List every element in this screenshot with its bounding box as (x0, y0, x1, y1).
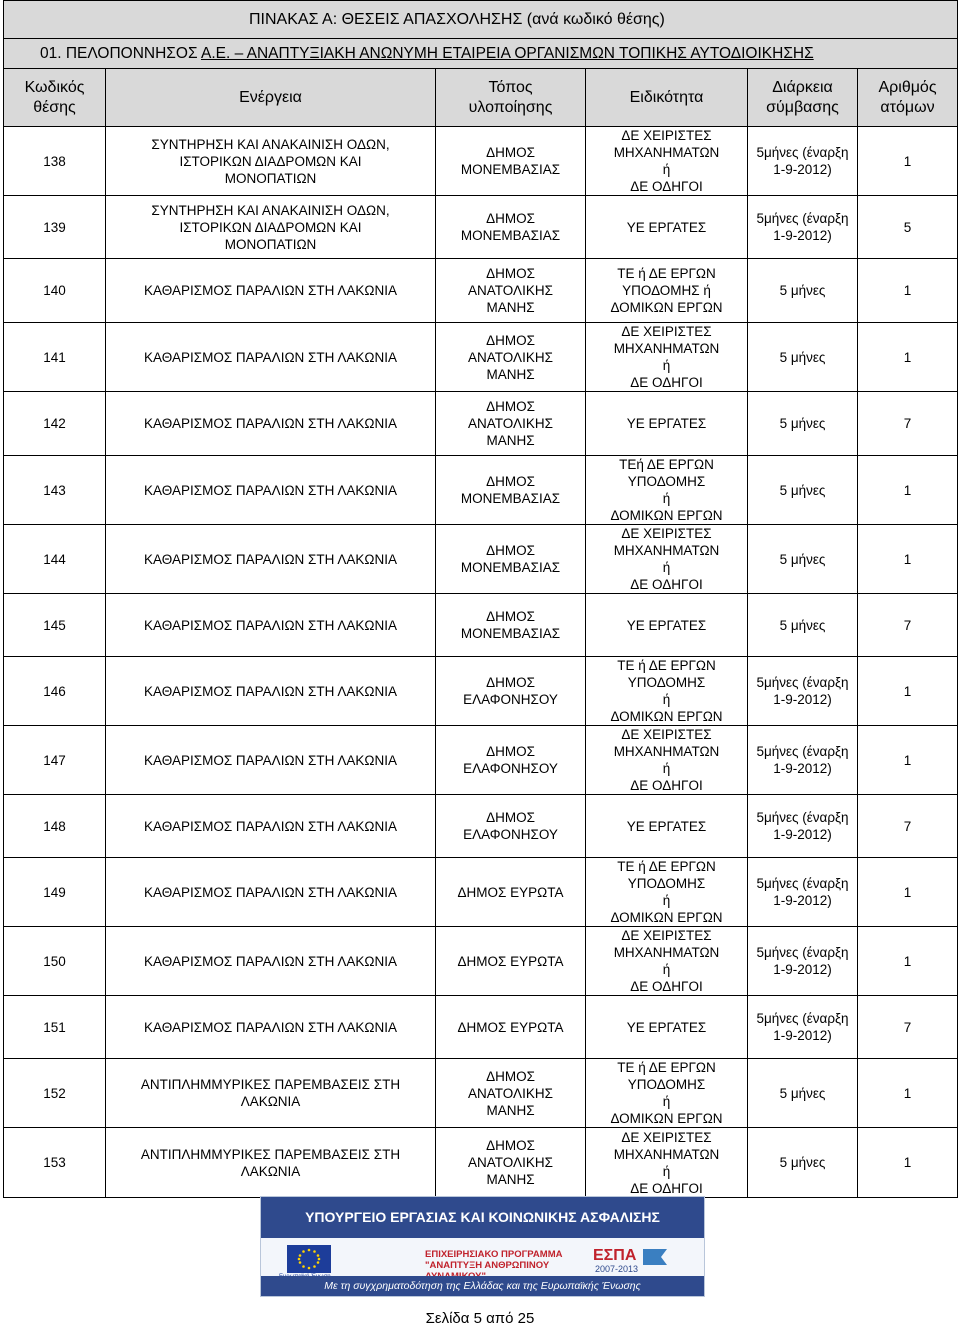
cell-count: 1 (858, 1128, 958, 1198)
table-row (4, 594, 958, 657)
cell-code: 142 (4, 392, 106, 456)
cell-place: ΔΗΜΟΣ ΕΛΑΦΟΝΗΣΟΥ (436, 726, 586, 795)
table-row (4, 1128, 958, 1198)
cell-specialty: ΤΕή ΔΕ ΕΡΓΩΝ ΥΠΟΔΟΜΗΣ ή ΔΟΜΙΚΩΝ ΕΡΓΩΝ (586, 456, 748, 525)
cell-specialty: ΤΕ ή ΔΕ ΕΡΓΩΝ ΥΠΟΔΟΜΗΣ ή ΔΟΜΙΚΩΝ ΕΡΓΩΝ (586, 259, 748, 323)
cell-code: 139 (4, 196, 106, 259)
cell-code: 148 (4, 795, 106, 858)
cell-code: 144 (4, 525, 106, 594)
cell-duration: 5 μήνες (748, 323, 858, 392)
cell-place: ΔΗΜΟΣ ΕΛΑΦΟΝΗΣΟΥ (436, 657, 586, 726)
cell-specialty: ΥΕ ΕΡΓΑΤΕΣ (586, 594, 748, 657)
cell-place: ΔΗΜΟΣ ΕΥΡΩΤΑ (436, 858, 586, 927)
cell-place: ΔΗΜΟΣ ΜΟΝΕΜΒΑΣΙΑΣ (436, 456, 586, 525)
cell-specialty: ΤΕ ή ΔΕ ΕΡΓΩΝ ΥΠΟΔΟΜΗΣ ή ΔΟΜΙΚΩΝ ΕΡΓΩΝ (586, 657, 748, 726)
cell-code: 138 (4, 127, 106, 196)
cell-code: 146 (4, 657, 106, 726)
organization-name (4, 39, 958, 69)
cell-place: ΔΗΜΟΣ ΜΟΝΕΜΒΑΣΙΑΣ (436, 525, 586, 594)
table-row (4, 657, 958, 726)
header-specialty: Ειδικότητα (586, 69, 748, 127)
table-row (4, 323, 958, 392)
table-row (4, 259, 958, 323)
cell-duration: 5μήνες (έναρξη 1-9-2012) (748, 127, 858, 196)
cell-specialty: ΥΕ ΕΡΓΑΤΕΣ (586, 996, 748, 1059)
cell-specialty: ΔΕ ΧΕΙΡΙΣΤΕΣ ΜΗΧΑΝΗΜΑΤΩΝ ή ΔΕ ΟΔΗΓΟΙ (586, 525, 748, 594)
cell-place: ΔΗΜΟΣ ΑΝΑΤΟΛΙΚΗΣ ΜΑΝΗΣ (436, 1128, 586, 1198)
cell-place: ΔΗΜΟΣ ΑΝΑΤΟΛΙΚΗΣ ΜΑΝΗΣ (436, 259, 586, 323)
cell-specialty: ΔΕ ΧΕΙΡΙΣΤΕΣ ΜΗΧΑΝΗΜΑΤΩΝ ή ΔΕ ΟΔΗΓΟΙ (586, 1128, 748, 1198)
cell-activity: ΚΑΘΑΡΙΣΜΟΣ ΠΑΡΑΛΙΩΝ ΣΤΗ ΛΑΚΩΝΙΑ (106, 726, 436, 795)
cell-code: 151 (4, 996, 106, 1059)
cell-duration: 5μήνες (έναρξη 1-9-2012) (748, 657, 858, 726)
cell-duration: 5 μήνες (748, 1059, 858, 1128)
cell-duration: 5 μήνες (748, 259, 858, 323)
cell-count: 7 (858, 594, 958, 657)
cell-specialty: ΤΕ ή ΔΕ ΕΡΓΩΝ ΥΠΟΔΟΜΗΣ ή ΔΟΜΙΚΩΝ ΕΡΓΩΝ (586, 1059, 748, 1128)
cell-specialty: ΔΕ ΧΕΙΡΙΣΤΕΣ ΜΗΧΑΝΗΜΑΤΩΝ ή ΔΕ ΟΔΗΓΟΙ (586, 927, 748, 996)
cell-count: 1 (858, 1059, 958, 1128)
cell-count: 1 (858, 323, 958, 392)
table-row (4, 795, 958, 858)
cell-activity: ΣΥΝΤΗΡΗΣΗ ΚΑΙ ΑΝΑΚΑΙΝΙΣΗ ΟΔΩΝ, ΙΣΤΟΡΙΚΩΝ ΔΙΑΔΡΟΜΩΝ ΚΑΙ ΜΟΝΟΠΑΤΙΩΝ (106, 127, 436, 196)
table-title: ΠΙΝΑΚΑΣ Α: ΘΕΣΕΙΣ ΑΠΑΣΧΟΛΗΣΗΣ (ανά κωδικό θέσης) (4, 1, 958, 39)
cell-place: ΔΗΜΟΣ ΕΥΡΩΤΑ (436, 927, 586, 996)
cell-count: 1 (858, 657, 958, 726)
cell-code: 150 (4, 927, 106, 996)
cell-activity: ΚΑΘΑΡΙΣΜΟΣ ΠΑΡΑΛΙΩΝ ΣΤΗ ΛΑΚΩΝΙΑ (106, 996, 436, 1059)
header-place: Τόπος υλοποίησης (436, 69, 586, 127)
cell-duration: 5 μήνες (748, 456, 858, 525)
cell-duration: 5 μήνες (748, 392, 858, 456)
cell-activity: ΚΑΘΑΡΙΣΜΟΣ ΠΑΡΑΛΙΩΝ ΣΤΗ ΛΑΚΩΝΙΑ (106, 594, 436, 657)
cell-activity: ΑΝΤΙΠΛΗΜΜΥΡΙΚΕΣ ΠΑΡΕΜΒΑΣΕΙΣ ΣΤΗ ΛΑΚΩΝΙΑ (106, 1059, 436, 1128)
espa-years-text: 2007-2013 (595, 1264, 639, 1274)
cell-code: 152 (4, 1059, 106, 1128)
cell-count: 1 (858, 525, 958, 594)
cell-duration: 5 μήνες (748, 525, 858, 594)
page-number: Σελίδα 5 από 25 (425, 1310, 535, 1327)
cell-count: 7 (858, 795, 958, 858)
table-title-row (4, 1, 958, 39)
cell-specialty: ΔΕ ΧΕΙΡΙΣΤΕΣ ΜΗΧΑΝΗΜΑΤΩΝ ή ΔΕ ΟΔΗΓΟΙ (586, 323, 748, 392)
espa-logo-text: ΕΣΠΑ (593, 1247, 637, 1264)
cell-count: 1 (858, 456, 958, 525)
cell-place: ΔΗΜΟΣ ΜΟΝΕΜΒΑΣΙΑΣ (436, 127, 586, 196)
cell-duration: 5μήνες (έναρξη 1-9-2012) (748, 927, 858, 996)
table-row (4, 392, 958, 456)
cell-code: 149 (4, 858, 106, 927)
cell-activity: ΣΥΝΤΗΡΗΣΗ ΚΑΙ ΑΝΑΚΑΙΝΙΣΗ ΟΔΩΝ, ΙΣΤΟΡΙΚΩΝ ΔΙΑΔΡΟΜΩΝ ΚΑΙ ΜΟΝΟΠΑΤΙΩΝ (106, 196, 436, 259)
cell-count: 1 (858, 726, 958, 795)
cell-duration: 5μήνες (έναρξη 1-9-2012) (748, 795, 858, 858)
cell-place: ΔΗΜΟΣ ΑΝΑΤΟΛΙΚΗΣ ΜΑΝΗΣ (436, 392, 586, 456)
table-row (4, 996, 958, 1059)
cell-place: ΔΗΜΟΣ ΕΛΑΦΟΝΗΣΟΥ (436, 795, 586, 858)
cell-count: 5 (858, 196, 958, 259)
cell-activity: ΚΑΘΑΡΙΣΜΟΣ ΠΑΡΑΛΙΩΝ ΣΤΗ ΛΑΚΩΝΙΑ (106, 927, 436, 996)
table-row (4, 1059, 958, 1128)
cell-place: ΔΗΜΟΣ ΜΟΝΕΜΒΑΣΙΑΣ (436, 196, 586, 259)
eu-flag-icon (287, 1245, 331, 1273)
cell-activity: ΚΑΘΑΡΙΣΜΟΣ ΠΑΡΑΛΙΩΝ ΣΤΗ ΛΑΚΩΝΙΑ (106, 795, 436, 858)
cell-place: ΔΗΜΟΣ ΜΟΝΕΜΒΑΣΙΑΣ (436, 594, 586, 657)
espa-logo (591, 1243, 675, 1275)
cell-duration: 5μήνες (έναρξη 1-9-2012) (748, 196, 858, 259)
cell-activity: ΚΑΘΑΡΙΣΜΟΣ ΠΑΡΑΛΙΩΝ ΣΤΗ ΛΑΚΩΝΙΑ (106, 858, 436, 927)
cell-activity: ΚΑΘΑΡΙΣΜΟΣ ΠΑΡΑΛΙΩΝ ΣΤΗ ΛΑΚΩΝΙΑ (106, 259, 436, 323)
cell-place: ΔΗΜΟΣ ΑΝΑΤΟΛΙΚΗΣ ΜΑΝΗΣ (436, 323, 586, 392)
program-logo-text: ΕΠΙΧΕΙΡΗΣΙΑΚΟ ΠΡΟΓΡΑΜΜΑ "ΑΝΑΠΤΥΞΗ ΑΝΘΡΩΠΙΝΟΥ (425, 1249, 563, 1271)
cell-count: 7 (858, 996, 958, 1059)
cell-count: 1 (858, 127, 958, 196)
cell-specialty: ΥΕ ΕΡΓΑΤΕΣ (586, 392, 748, 456)
cell-activity: ΑΝΤΙΠΛΗΜΜΥΡΙΚΕΣ ΠΑΡΕΜΒΑΣΕΙΣ ΣΤΗ ΛΑΚΩΝΙΑ (106, 1128, 436, 1198)
cell-count: 7 (858, 392, 958, 456)
cell-specialty: ΥΕ ΕΡΓΑΤΕΣ (586, 795, 748, 858)
header-count: Αριθμός ατόμων (858, 69, 958, 127)
ministry-label: ΥΠΟΥΡΓΕΙΟ ΕΡΓΑΣΙΑΣ ΚΑΙ ΚΟΙΝΩΝΙΚΗΣ ΑΣΦΑΛΙΣΗΣ (261, 1197, 704, 1238)
cell-specialty: ΔΕ ΧΕΙΡΙΣΤΕΣ ΜΗΧΑΝΗΜΑΤΩΝ ή ΔΕ ΟΔΗΓΟΙ (586, 127, 748, 196)
table-row (4, 525, 958, 594)
cell-duration: 5μήνες (έναρξη 1-9-2012) (748, 996, 858, 1059)
cell-specialty: ΔΕ ΧΕΙΡΙΣΤΕΣ ΜΗΧΑΝΗΜΑΤΩΝ ή ΔΕ ΟΔΗΓΟΙ (586, 726, 748, 795)
cofinancing-banner (260, 1196, 705, 1297)
cell-code: 140 (4, 259, 106, 323)
table-row (4, 127, 958, 196)
cell-duration: 5 μήνες (748, 1128, 858, 1198)
cell-activity: ΚΑΘΑΡΙΣΜΟΣ ΠΑΡΑΛΙΩΝ ΣΤΗ ΛΑΚΩΝΙΑ (106, 323, 436, 392)
table-row (4, 456, 958, 525)
cell-count: 1 (858, 259, 958, 323)
cell-count: 1 (858, 858, 958, 927)
header-code: Κωδικός θέσης (4, 69, 106, 127)
cell-duration: 5μήνες (έναρξη 1-9-2012) (748, 726, 858, 795)
cell-code: 145 (4, 594, 106, 657)
cell-specialty: ΤΕ ή ΔΕ ΕΡΓΩΝ ΥΠΟΔΟΜΗΣ ή ΔΟΜΙΚΩΝ ΕΡΓΩΝ (586, 858, 748, 927)
header-duration: Διάρκεια σύμβασης (748, 69, 858, 127)
table-row (4, 726, 958, 795)
cell-code: 153 (4, 1128, 106, 1198)
cell-activity: ΚΑΘΑΡΙΣΜΟΣ ΠΑΡΑΛΙΩΝ ΣΤΗ ΛΑΚΩΝΙΑ (106, 525, 436, 594)
column-header-row (4, 69, 958, 127)
cell-duration: 5 μήνες (748, 594, 858, 657)
cofinancing-label: Με τη συγχρηματοδότηση της Ελλάδας και της Ευρωπαϊκής Ένωσης (261, 1276, 704, 1296)
cell-place: ΔΗΜΟΣ ΕΥΡΩΤΑ (436, 996, 586, 1059)
cell-count: 1 (858, 927, 958, 996)
cell-code: 147 (4, 726, 106, 795)
cell-activity: ΚΑΘΑΡΙΣΜΟΣ ΠΑΡΑΛΙΩΝ ΣΤΗ ΛΑΚΩΝΙΑ (106, 657, 436, 726)
table-row (4, 196, 958, 259)
positions-table (3, 0, 958, 1198)
cell-code: 141 (4, 323, 106, 392)
cell-activity: ΚΑΘΑΡΙΣΜΟΣ ΠΑΡΑΛΙΩΝ ΣΤΗ ΛΑΚΩΝΙΑ (106, 456, 436, 525)
table-row (4, 927, 958, 996)
table-row (4, 858, 958, 927)
header-activity: Ενέργεια (106, 69, 436, 127)
organization-row (4, 39, 958, 69)
cell-specialty: ΥΕ ΕΡΓΑΤΕΣ (586, 196, 748, 259)
cell-place: ΔΗΜΟΣ ΑΝΑΤΟΛΙΚΗΣ ΜΑΝΗΣ (436, 1059, 586, 1128)
cell-activity: ΚΑΘΑΡΙΣΜΟΣ ΠΑΡΑΛΙΩΝ ΣΤΗ ΛΑΚΩΝΙΑ (106, 392, 436, 456)
organization-link[interactable]: Α.Ε. – ΑΝΑΠΤΥΞΙΑΚΗ ΑΝΩΝΥΜΗ ΕΤΑΙΡΕΙΑ ΟΡΓΑΝΙΣΜΩΝ ΤΟΠΙΚΗΣ ΑΥΤΟΔΙΟΙΚΗΣΗΣ (200, 45, 814, 62)
cell-code: 143 (4, 456, 106, 525)
organization-prefix: 01. ΠΕΛΟΠΟΝΝΗΣΟΣ (40, 45, 201, 62)
cell-duration: 5μήνες (έναρξη 1-9-2012) (748, 858, 858, 927)
document-sheet (3, 0, 957, 1196)
